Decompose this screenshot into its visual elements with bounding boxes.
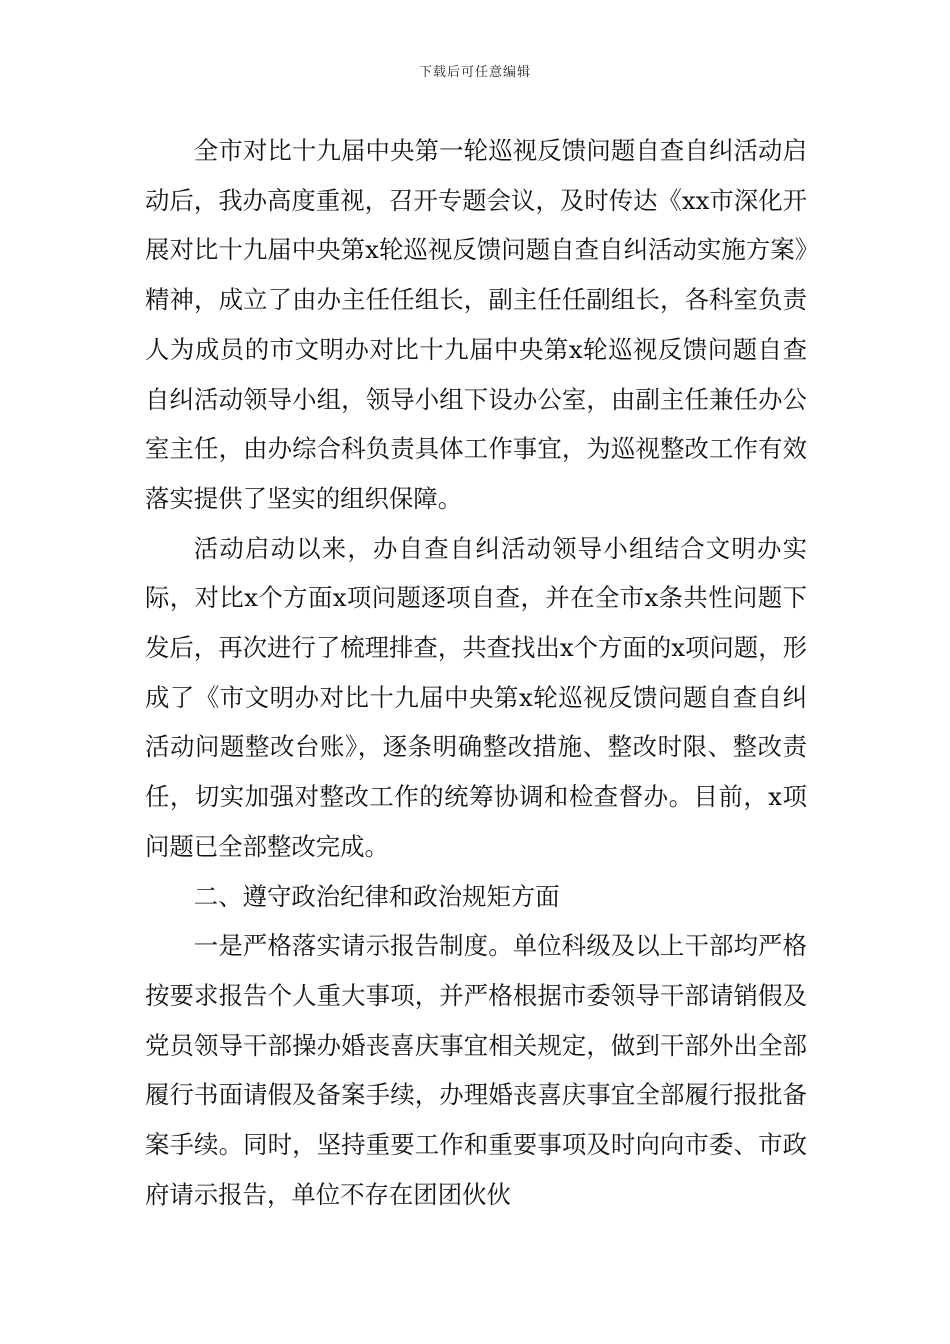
document-body [145,126,807,1219]
section-heading-political-discipline: 二、遵守政治纪律和政治规矩方面 [193,881,560,911]
paragraph-reporting-system: 一是严格落实请示报告制度。单位科级及以上干部均严格按要求报告个人重大事项，并严格根据市委领导干部请销假及党员领导干部操办婚丧喜庆事宜相关规定，做到干部外出全部履行书面请假及备案手续，办理婚丧喜庆事宜全部履行报批备案手续。同时，坚持重要工作和重要事项及时向向市委、市政府请示报告，单位不存在团团伙伙 [145,931,807,1209]
paragraph-self-check-launch: 全市对比十九届中央第一轮巡视反馈问题自查自纠活动启动后，我办高度重视，召开专题会议，及时传达《xx市深化开展对比十九届中央第x轮巡视反馈问题自查自纠活动实施方案》精神，成立了由办主任任组长，副主任任副组长，各科室负责人为成员的市文明办对比十九届中央第x轮巡视反馈问题自查自纠活动领导小组，领导小组下设办公室，由副主任兼任办公室主任，由办综合科负责具体工作事宜，为巡视整改工作有效落实提供了坚实的组织保障。 [145,136,807,513]
page-header: 下载后可任意编辑 [418,65,531,80]
paragraph-self-check-progress: 活动启动以来，办自查自纠活动领导小组结合文明办实际，对比x个方面x项问题逐项自查，并在全市x条共性问题下发后，再次进行了梳理排查，共查找出x个方面的x项问题，形成了《市文明办对比十九届中央第x轮巡视反馈问题自查自纠活动问题整改台账》，逐条明确整改措施、整改时限、整改责任，切实加强对整改工作的统筹协调和检查督办。目前，x项问题已全部整改完成。 [145,533,807,861]
